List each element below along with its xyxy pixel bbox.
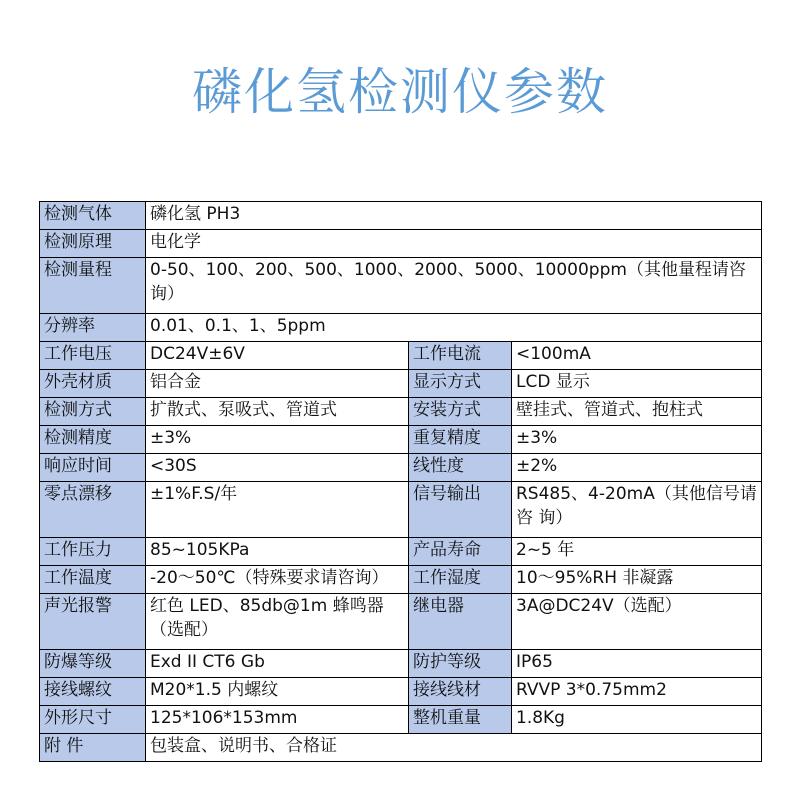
table-row	[40, 314, 762, 342]
row-label: 信号输出	[409, 482, 512, 538]
table-row	[40, 538, 762, 566]
row-label: 防爆等级	[40, 650, 146, 678]
row-value: 1.8Kg	[512, 706, 762, 734]
row-label: 响应时间	[40, 454, 146, 482]
row-label: 接线螺纹	[40, 678, 146, 706]
row-label: 线性度	[409, 454, 512, 482]
row-label: 产品寿命	[409, 538, 512, 566]
row-value: DC24V±6V	[146, 342, 409, 370]
row-label: 检测量程	[40, 258, 146, 314]
row-label: 工作湿度	[409, 566, 512, 594]
table-row	[40, 398, 762, 426]
row-value: 3A@DC24V（选配）	[512, 594, 762, 650]
table-row	[40, 370, 762, 398]
row-value: 2~5 年	[512, 538, 762, 566]
row-label: 外形尺寸	[40, 706, 146, 734]
row-value: 红色 LED、85db@1m 蜂鸣器（选配）	[146, 594, 409, 650]
row-label: 继电器	[409, 594, 512, 650]
table-row	[40, 454, 762, 482]
table-row	[40, 650, 762, 678]
table-row	[40, 678, 762, 706]
row-label: 工作压力	[40, 538, 146, 566]
row-label: 检测方式	[40, 398, 146, 426]
row-label: 显示方式	[409, 370, 512, 398]
row-label: 整机重量	[409, 706, 512, 734]
row-value: 包装盒、说明书、合格证	[146, 734, 762, 762]
row-label: 分辨率	[40, 314, 146, 342]
row-value: -20～50℃（特殊要求请咨询）	[146, 566, 409, 594]
table-row	[40, 482, 762, 538]
row-label: 声光报警	[40, 594, 146, 650]
row-label: 重复精度	[409, 426, 512, 454]
row-value: LCD 显示	[512, 370, 762, 398]
row-value: RVVP 3*0.75mm2	[512, 678, 762, 706]
row-label: 零点漂移	[40, 482, 146, 538]
row-value: 0-50、100、200、500、1000、2000、5000、10000ppm（其他量程请咨询）	[146, 258, 762, 314]
row-value: ±2%	[512, 454, 762, 482]
row-label: 工作电流	[409, 342, 512, 370]
row-label: 附 件	[40, 734, 146, 762]
row-label: 接线线材	[409, 678, 512, 706]
table-row	[40, 734, 762, 762]
row-value: IP65	[512, 650, 762, 678]
row-label: 外壳材质	[40, 370, 146, 398]
row-value: 10～95%RH 非凝露	[512, 566, 762, 594]
page-title: 磷化氢检测仪参数	[192, 63, 608, 121]
row-value: 壁挂式、管道式、抱柱式	[512, 398, 762, 426]
spec-table	[39, 201, 762, 762]
row-label: 检测精度	[40, 426, 146, 454]
row-value: 85~105KPa	[146, 538, 409, 566]
row-value: 铝合金	[146, 370, 409, 398]
row-label: 防护等级	[409, 650, 512, 678]
row-value: M20*1.5 内螺纹	[146, 678, 409, 706]
table-row	[40, 594, 762, 650]
row-value: 磷化氢 PH3	[146, 202, 762, 230]
row-value: ±3%	[512, 426, 762, 454]
row-label: 检测气体	[40, 202, 146, 230]
table-row	[40, 566, 762, 594]
table-row	[40, 258, 762, 314]
table-row	[40, 202, 762, 230]
row-value: 125*106*153mm	[146, 706, 409, 734]
row-value: 0.01、0.1、1、5ppm	[146, 314, 762, 342]
row-value: 电化学	[146, 230, 762, 258]
row-value: RS485、4-20mA（其他信号请咨 询）	[512, 482, 762, 538]
row-value: <30S	[146, 454, 409, 482]
row-label: 工作温度	[40, 566, 146, 594]
table-row	[40, 342, 762, 370]
row-value: ±3%	[146, 426, 409, 454]
row-label: 检测原理	[40, 230, 146, 258]
row-value: Exd II CT6 Gb	[146, 650, 409, 678]
table-row	[40, 426, 762, 454]
row-value: 扩散式、泵吸式、管道式	[146, 398, 409, 426]
row-value: ±1%F.S/年	[146, 482, 409, 538]
table-row	[40, 706, 762, 734]
row-value: <100mA	[512, 342, 762, 370]
row-label: 工作电压	[40, 342, 146, 370]
table-row	[40, 230, 762, 258]
row-label: 安装方式	[409, 398, 512, 426]
